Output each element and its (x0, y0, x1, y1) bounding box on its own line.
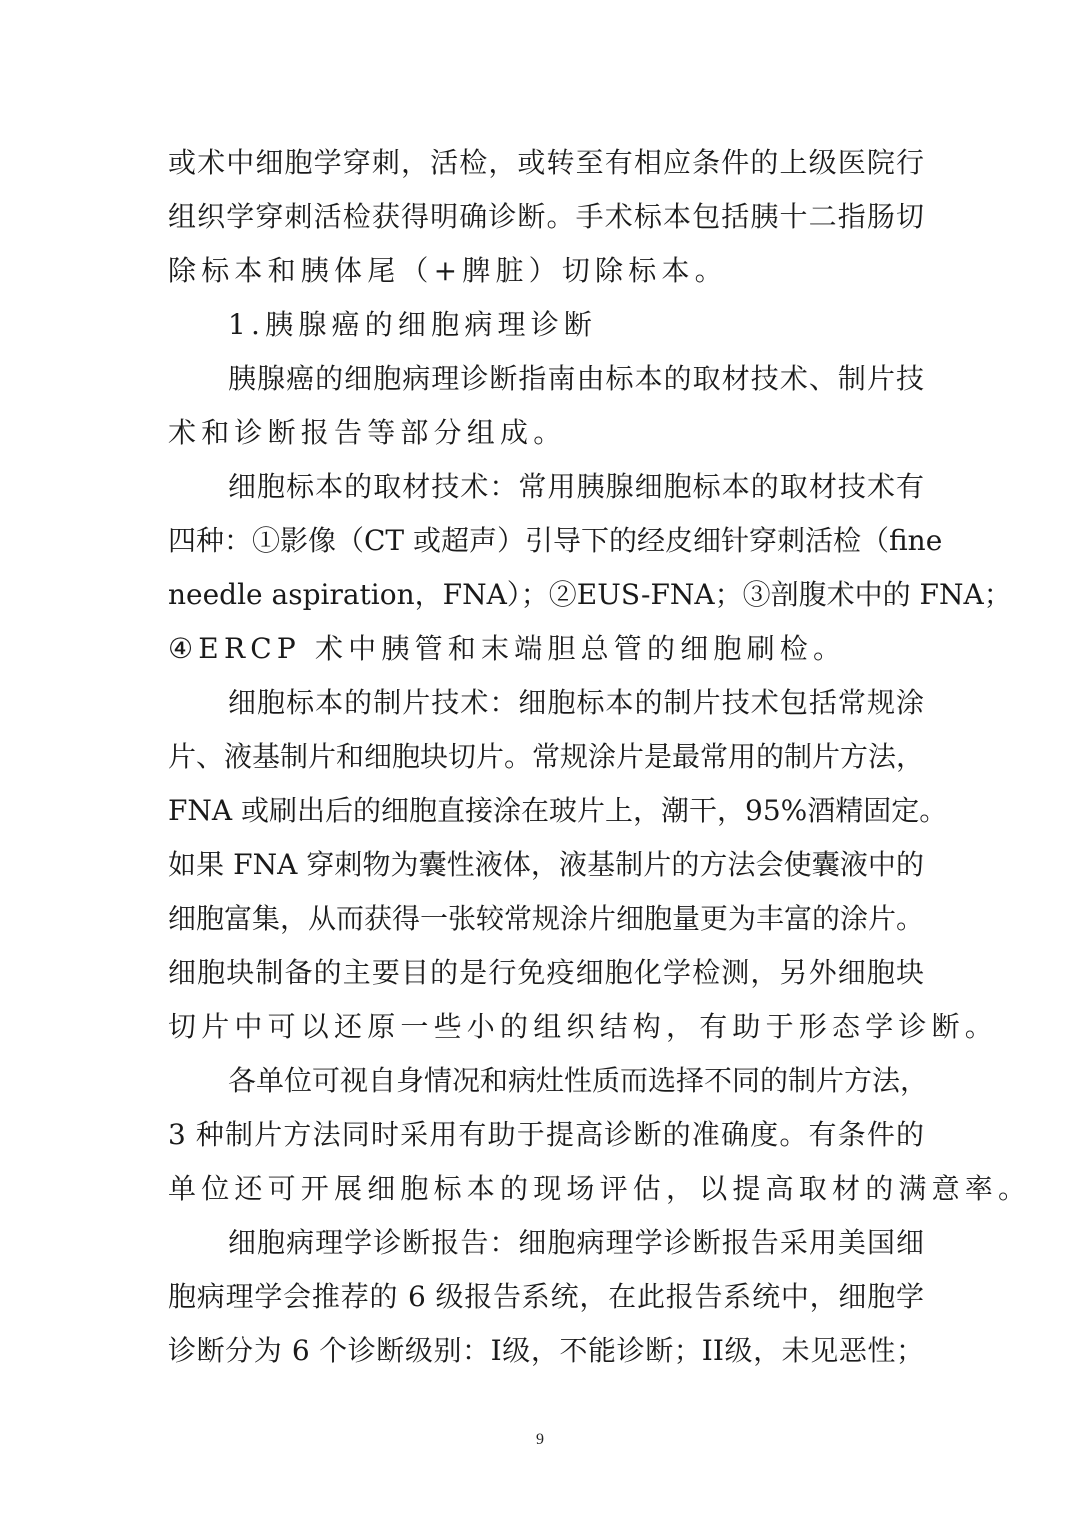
text-line: 如果 FNA 穿刺物为囊性液体，液基制片的方法会使囊液中的 (168, 848, 924, 881)
section-heading: 1.胰腺癌的细胞病理诊断 (228, 308, 598, 341)
text-line: 各单位可视自身情况和病灶性质而选择不同的制片方法， (228, 1064, 929, 1097)
text-line: 细胞块制备的主要目的是行免疫细胞化学检测，另外细胞块 (168, 956, 924, 989)
text-line: 或术中细胞学穿刺，活检，或转至有相应条件的上级医院行 (168, 146, 924, 179)
text-line: needle aspiration，FNA）；②EUS-FNA；③剖腹术中的 FNA； (168, 578, 1012, 611)
text-line: 细胞富集，从而获得一张较常规涂片细胞量更为丰富的涂片。 (168, 902, 925, 935)
text-line: 组织学穿刺活检获得明确诊断。手术标本包括胰十二指肠切 (168, 200, 924, 233)
text-line: 细胞标本的制片技术：细胞标本的制片技术包括常规涂 (228, 686, 924, 719)
body-text (168, 145, 1032, 1387)
text-line: 片、液基制片和细胞块切片。常规涂片是最常用的制片方法， (168, 740, 925, 773)
page-number: 9 (536, 1431, 544, 1448)
text-line: FNA 或刷出后的细胞直接涂在玻片上，潮干，95%酒精固定。 (168, 794, 948, 827)
text-line: 术和诊断报告等部分组成。 (168, 416, 567, 449)
text-line: 除标本和胰体尾（+脾脏）切除标本。 (168, 254, 728, 287)
text-line: 切片中可以还原一些小的组织结构，有助于形态学诊断。 (168, 1010, 999, 1043)
text-line: 胞病理学会推荐的 6 级报告系统，在此报告系统中，细胞学 (168, 1280, 924, 1313)
text-line: ④ERCP 术中胰管和末端胆总管的细胞刷检。 (168, 632, 847, 665)
text-line: 胰腺癌的细胞病理诊断指南由标本的取材技术、制片技 (228, 362, 924, 395)
text-line: 3 种制片方法同时采用有助于提高诊断的准确度。有条件的 (168, 1118, 924, 1151)
text-line: 细胞标本的取材技术：常用胰腺细胞标本的取材技术有 (228, 470, 924, 503)
text-line: 诊断分为 6 个诊断级别：I级，不能诊断；II级，未见恶性； (168, 1334, 924, 1367)
text-line: 细胞病理学诊断报告：细胞病理学诊断报告采用美国细 (228, 1226, 924, 1259)
text-line: 四种：①影像（CT 或超声）引导下的经皮细针穿刺活检（fine (168, 524, 943, 557)
text-line: 单位还可开展细胞标本的现场评估，以提高取材的满意率。 (168, 1172, 1032, 1205)
